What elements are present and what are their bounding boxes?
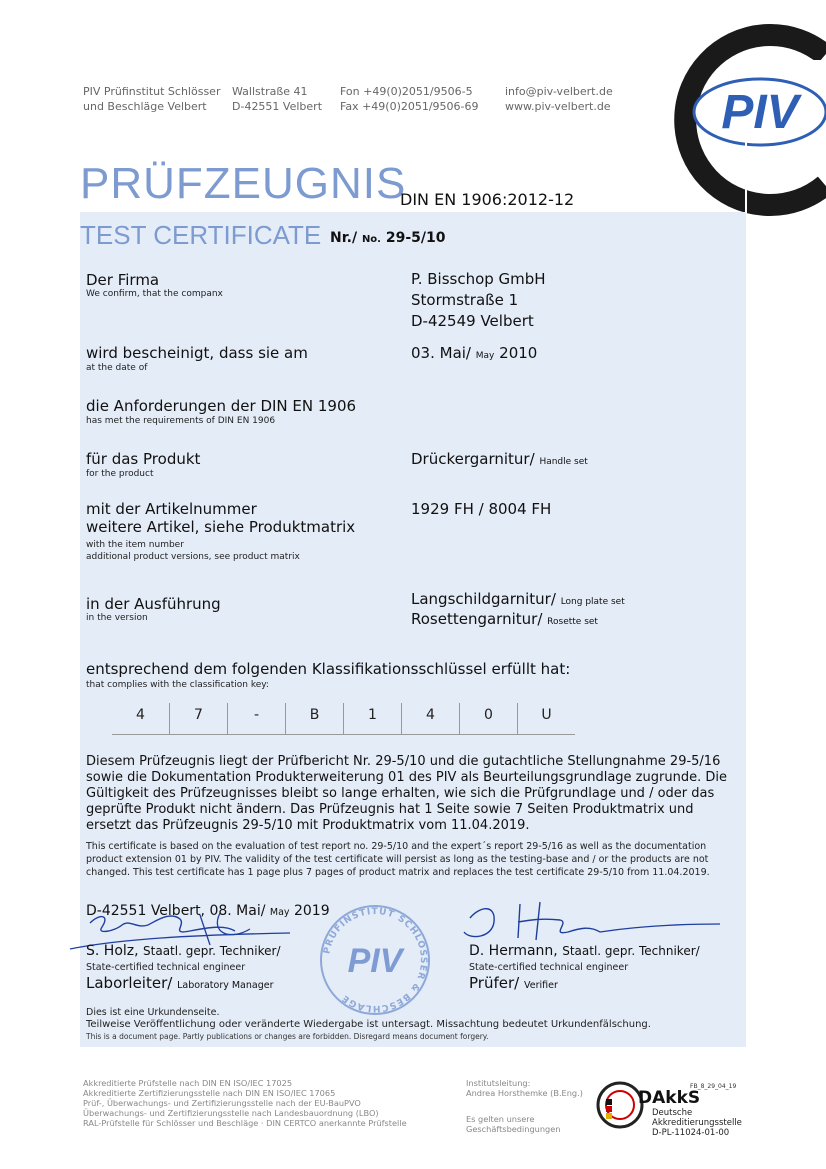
test-date-day: 03. Mai/ (411, 344, 471, 362)
piv-seal (315, 900, 435, 1020)
left-role-en: Laboratory Manager (177, 980, 274, 991)
test-date (411, 343, 537, 366)
key-cell: 1 (344, 703, 402, 735)
right-signer-name: D. Hermann, (469, 943, 558, 959)
date-label: wird bescheinigt, dass sie am (86, 344, 308, 362)
key-cell: 4 (402, 703, 460, 735)
number-value: 29-5/10 (385, 230, 446, 246)
place-date-en: May (269, 907, 290, 918)
footer-acc-3: Prüf-, Überwachungs- und Zertifizierungsstelle nach der EU-BauPVO (83, 1098, 361, 1108)
header-phone: Fon +49(0)2051/9506-5 (340, 85, 473, 98)
footer-lead-name: Andrea Horsthemke (B.Eng.) (466, 1088, 583, 1098)
product-label: für das Produkt (86, 450, 201, 468)
requirements-label-en: has met the requirements of DIN EN 1906 (86, 416, 276, 426)
piv-logo (640, 20, 826, 220)
header-phone-block (340, 84, 479, 114)
notice-line-1: Dies ist eine Urkundenseite. (86, 1007, 220, 1018)
left-signer-title-en: State-certified technical engineer (86, 962, 246, 973)
notice-line-2: Teilweise Veröffentlichung oder veränderte Wiedergabe ist untersagt. Missachtung bedeutet Urkundenfälschung. (86, 1019, 651, 1030)
footer-acc-4: Überwachungs- und Zertifizierungsstelle nach Landesbauordnung (LBO) (83, 1108, 379, 1118)
header-fax: Fax +49(0)2051/9506-69 (340, 100, 479, 113)
version-value-1-de: Langschildgarnitur/ (411, 590, 556, 608)
key-cell: 4 (112, 703, 170, 735)
classification-label: entsprechend dem folgenden Klassifikationsschlüssel erfüllt hat: (86, 660, 571, 678)
article-value: 1929 FH / 8004 FH (411, 500, 552, 518)
body-paragraph-de: Diesem Prüfzeugnis liegt der Prüfbericht Nr. 29-5/10 und die gutachtliche Stellungnahme 29-5/16 sowie die Dokumentation Produkterweiterung 01 des PIV als Beurteilungsgrundlage zugrunde. Die Gültigkeit des Prüfzeugnisses bleibt so lange erhalten, wie sich die Prüfgrundlage und / oder das geprüfte Produkt nicht ändern. Das Prüfzeugnis hat 1 Seite sowie 7 Seiten Produktmatrix und ersetzt das Prüfzeugnis 29-5/10 mit Produktmatrix vom 11.04.2019. (86, 754, 727, 833)
footer-accreditations (83, 1078, 407, 1128)
product-value-de: Drückergarnitur/ (411, 450, 535, 468)
company-name: P. Bisschop GmbH (411, 270, 546, 288)
product-label-en: for the product (86, 469, 154, 479)
dakks-line-2: Akkreditierungsstelle (652, 1118, 742, 1128)
company-label: Der Firma (86, 271, 160, 289)
left-signer-name: S. Holz, (86, 943, 139, 959)
product-value-en: Handle set (539, 457, 588, 467)
key-cell: - (228, 703, 286, 735)
key-cell: 7 (170, 703, 228, 735)
page-title: PRÜFZEUGNIS (80, 159, 407, 208)
requirements-label: die Anforderungen der DIN EN 1906 (86, 397, 357, 415)
header-web: www.piv-velbert.de (505, 100, 611, 113)
certificate-number (330, 230, 446, 246)
header-org (83, 84, 220, 114)
test-date-year: 2010 (499, 344, 538, 362)
dakks-id: D-PL-11024-01-00 (652, 1128, 730, 1138)
header-org-line2: und Beschläge Velbert (83, 100, 207, 113)
footer-lead (466, 1078, 583, 1098)
version-label: in der Ausführung (86, 595, 221, 613)
classification-label-en: that complies with the classification key: (86, 680, 269, 690)
key-cell: U (518, 703, 575, 735)
company-label-en: We confirm, that the companx (86, 289, 223, 299)
footer-acc-5: RAL-Prüfstelle für Schlösser und Beschläge · DIN CERTCO anerkannte Prüfstelle (83, 1118, 407, 1128)
body-paragraph-en: This certificate is based on the evaluation of test report no. 29-5/10 and the expert´s report 29-5/16 as well as the documentation product extension 01 by PIV. The validity of the test certificate will persist as long as the testing-base and / or the products are not changed. This test certificate has 1 page plus 7 pages of product matrix and replaces the test certificate 29-5/10 from 11.04.2019. (86, 841, 710, 878)
footer-terms-1: Es gelten unsere (466, 1114, 535, 1124)
footer-acc-2: Akkreditierte Zertifizierungsstelle nach DIN EN ISO/IEC 17065 (83, 1088, 336, 1098)
right-signer-title-en: State-certified technical engineer (469, 962, 629, 973)
dakks-line-1: Deutsche (652, 1108, 693, 1118)
header-org-line1: PIV Prüfinstitut Schlösser (83, 85, 221, 98)
right-role-de: Prüfer/ (469, 974, 520, 992)
header-email: info@piv-velbert.de (505, 85, 613, 98)
notice-line-en: This is a document page. Partly publications or changes are forbidden. Disregard means document forgery. (86, 1032, 489, 1041)
seal-text: PRÜFINSTITUT SCHLÖSSER & BESCHLÄGE (322, 906, 429, 1014)
article-label-en-2: additional product versions, see product matrix (86, 552, 300, 562)
article-label-2: weitere Artikel, siehe Produktmatrix (86, 518, 356, 536)
footer-terms (466, 1114, 560, 1134)
left-signer-role (86, 974, 274, 995)
header-city: D-42551 Velbert (232, 100, 323, 113)
place-date-de: D-42551 Velbert, 08. Mai/ (86, 903, 266, 919)
version-value-1-en: Long plate set (560, 597, 625, 607)
article-label: mit der Artikelnummer (86, 500, 257, 518)
product-value (411, 449, 588, 472)
company-city: D-42549 Velbert (411, 312, 534, 330)
dakks-text (652, 1108, 742, 1138)
left-signer (86, 942, 281, 960)
classification-key-grid (112, 703, 575, 735)
right-role-en: Verifier (523, 980, 558, 991)
version-label-en: in the version (86, 613, 148, 623)
version-value-2 (411, 609, 598, 632)
header-address (232, 84, 322, 114)
version-value-2-en: Rosette set (547, 617, 598, 627)
right-signer-title: Staatl. gepr. Techniker/ (562, 944, 700, 958)
number-prefix: Nr./ (330, 230, 358, 246)
footer-acc-1: Akkreditierte Prüfstelle nach DIN EN ISO/IEC 17025 (83, 1078, 293, 1088)
place-date-year: 2019 (293, 903, 330, 919)
right-signer-role (469, 974, 558, 995)
norm-reference: DIN EN 1906:2012-12 (400, 190, 575, 209)
left-role-de: Laborleiter/ (86, 974, 173, 992)
footer-lead-label: Institutsleitung: (466, 1078, 531, 1088)
page-subtitle: TEST CERTIFICATE (80, 220, 322, 250)
article-label-en: with the item number (86, 540, 184, 550)
version-value-2-de: Rosettengarnitur/ (411, 610, 543, 628)
seal-logo: PIV (347, 942, 403, 980)
test-date-month-en: May (475, 351, 495, 361)
header-contact (505, 84, 613, 114)
number-label-en: No. (361, 234, 381, 245)
key-cell: B (286, 703, 344, 735)
header-street: Wallstraße 41 (232, 85, 308, 98)
form-code: FB_8_29_04_19 (690, 1083, 737, 1090)
logo-text: PIV (721, 86, 799, 139)
company-street: Stormstraße 1 (411, 291, 519, 309)
footer-terms-2: Geschäftsbedingungen (466, 1124, 561, 1134)
right-signer (469, 942, 700, 960)
left-signer-title: Staatl. gepr. Techniker/ (143, 944, 281, 958)
dakks-name: DAkkS (638, 1088, 701, 1108)
key-cell: 0 (460, 703, 518, 735)
date-label-en: at the date of (86, 363, 148, 373)
